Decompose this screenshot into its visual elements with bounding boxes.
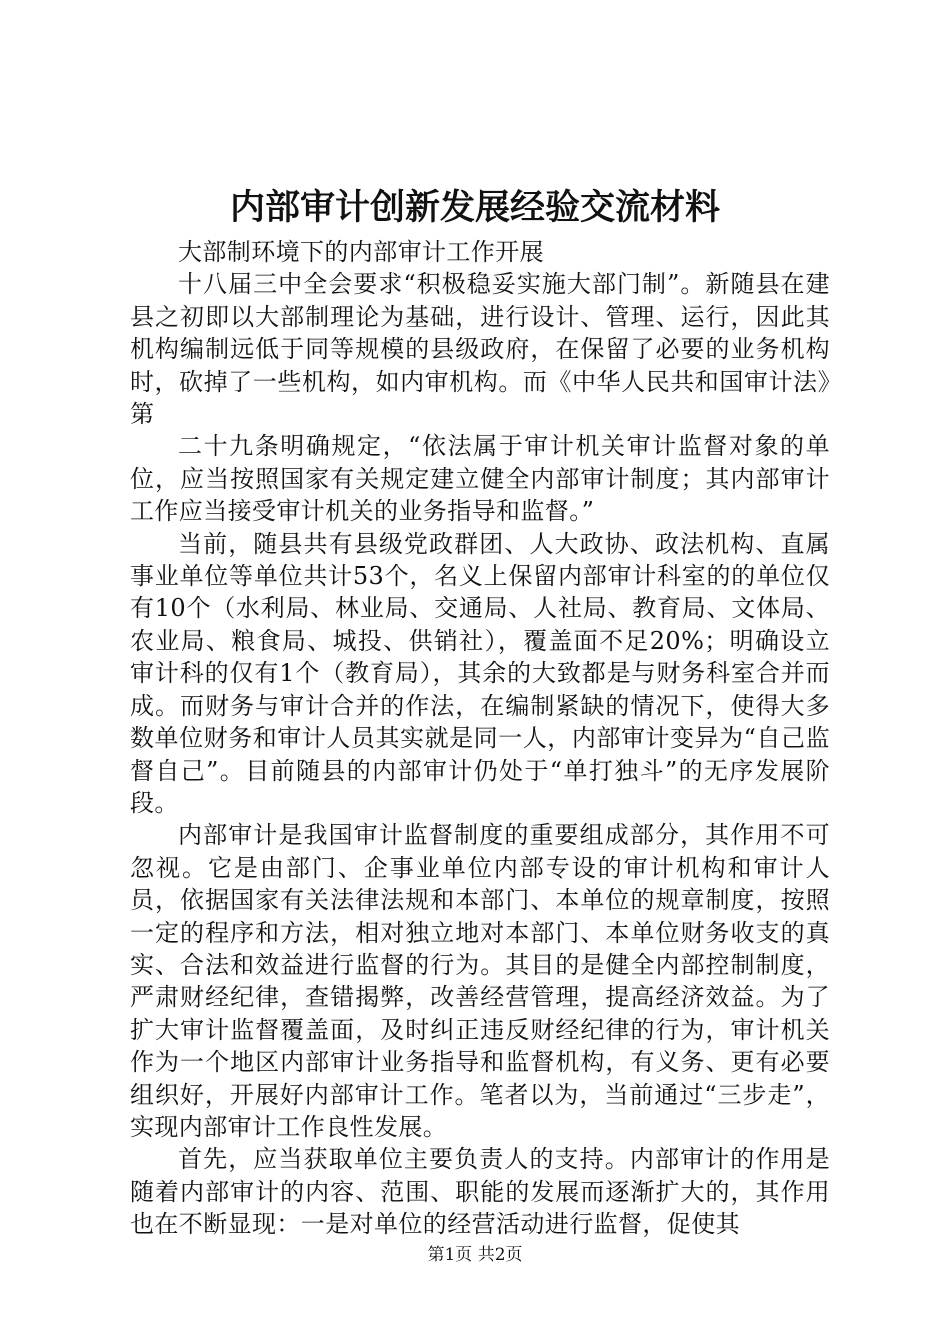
section-subtitle: 大部制环境下的内部审计工作开展 (178, 238, 544, 266)
paragraph-2: 二十九条明确规定，“依法属于审计机关审计监督对象的单位，应当按照国家有关规定建立健全内部审计制度；其内部审计工作应当接受审计机关的业务指导和监督。” (130, 432, 830, 526)
document-title: 内部审计创新发展经验交流材料 (229, 187, 720, 228)
paragraph-4: 内部审计是我国审计监督制度的重要组成部分，其作用不可忽视。它是由部门、企事业单位内部专设的审计机构和审计人员，依据国家有关法律法规和本部门、本单位的规章制度，按照一定的程序和方法，相对独立地对本部门、本单位财务收支的真实、合法和效益进行监督的行为。其目的是健全内部控制制度，严肃财经纪律，查错揭弊，改善经营管理，提高经济效益。为了扩大审计监督覆盖面，及时纠正违反财经纪律的行为，审计机关作为一个地区内部审计业务指导和监督机构，有义务、更有必要组织好，开展好内部审计工作。笔者以为，当前通过“三步走”，实现内部审计工作良性发展。 (130, 821, 830, 1141)
paragraph-5: 首先，应当获取单位主要负责人的支持。内部审计的作用是随着内部审计的内容、范围、职能的发展而逐渐扩大的，其作用也在不断显现：一是对单位的经营活动进行监督，促使其 (130, 1145, 830, 1239)
paragraph-3: 当前，随县共有县级党政群团、人大政协、政法机构、直属事业单位等单位共计53个，名义上保留内部审计科室的的单位仅有10个（水利局、林业局、交通局、人社局、教育局、文体局、农业局、粮食局、城投、供销社），覆盖面不足20%；明确设立审计科的仅有1个（教育局），其余的大致都是与财务科室合并而成。而财务与审计合并的作法，在编制紧缺的情况下，使得大多数单位财务和审计人员其实就是同一人，内部审计变异为“自己监督自己”。目前随县的内部审计仍处于“单打独斗”的无序发展阶段。 (130, 529, 830, 817)
page-footer: 第1页 共2页 (427, 1245, 523, 1265)
paragraph-1: 十八届三中全会要求“积极稳妥实施大部门制”。新随县在建县之初即以大部制理论为基础，进行设计、管理、运行，因此其机构编制远低于同等规模的县级政府，在保留了必要的业务机构时，砍掉了一些机构，如内审机构。而《中华人民共和国审计法》第 (130, 270, 830, 429)
document-body (130, 236, 830, 1241)
